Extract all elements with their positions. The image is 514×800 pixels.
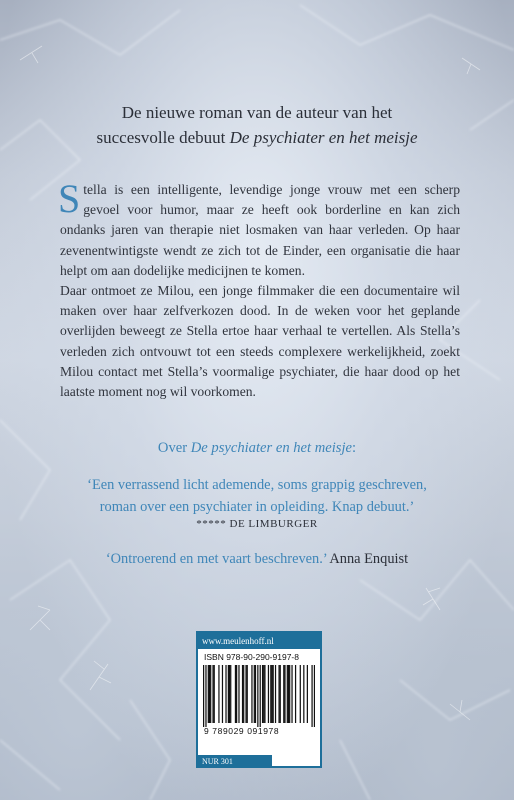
barcode-bar	[218, 665, 219, 723]
barcode-bars	[203, 665, 315, 727]
barcode-bar	[228, 665, 229, 723]
barcode-bar	[212, 665, 213, 723]
barcode-bar	[262, 665, 263, 723]
barcode-bar	[289, 665, 290, 723]
review-quote-1-line-2: roman over een psychiater in opleiding. Knap debuut.’	[99, 499, 415, 515]
review-source-enquist: Anna Enquist	[329, 551, 409, 567]
intro-line-1: De nieuwe roman van de auteur van het	[121, 103, 393, 122]
blurb-text	[58, 176, 460, 402]
barcode-bar	[242, 665, 243, 723]
barcode-bar	[214, 665, 215, 723]
barcode-bar	[268, 665, 269, 723]
barcode-bar	[203, 665, 204, 727]
intro-line-2-prefix: succesvolle debuut	[96, 128, 230, 147]
barcode-bar	[243, 665, 244, 723]
barcode-bar	[257, 665, 258, 727]
barcode-bar	[284, 665, 285, 723]
barcode-bar	[205, 665, 206, 727]
barcode-bar	[283, 665, 284, 723]
barcode-bar	[311, 665, 312, 727]
blurb-paragraph-1	[58, 176, 460, 281]
reviews-heading-prefix: Over	[157, 440, 191, 456]
barcode-bar	[300, 665, 301, 723]
isbn-number: ISBN 978-90-290-9197-8	[204, 652, 299, 662]
blurb-paragraph-2: Daar ontmoet ze Milou, een jonge filmmaker die een documentaire wil maken over haar zelfverkozen dood. In de weken voor het geplande overlijden beweegt ze Stella ertoe haar verhaal te vertellen. Als Stella’s verleden zich ontvouwt tot een steeds complexere werkelijkheid, zoekt Milou contact met Stella’s voormalige psychiater, die haar dood op het laatste moment nog wil voorkomen.	[60, 283, 460, 400]
barcode-bar	[230, 665, 231, 723]
barcode-bar	[263, 665, 264, 723]
barcode-bar	[278, 665, 279, 723]
review-quote-2-text: ‘Ontroerend en met vaart beschreven.’	[105, 551, 327, 567]
intro-line-2	[0, 125, 514, 150]
barcode-bar	[273, 665, 274, 723]
barcode-bar	[236, 665, 237, 723]
review-quote-enquist	[0, 551, 514, 568]
reviews-heading-suffix: :	[352, 440, 357, 456]
barcode-bar	[209, 665, 210, 723]
reviews-heading-title: De psychiater en het meisje	[190, 440, 353, 456]
barcode-bar	[225, 665, 226, 723]
review-source-limburger: DE LIMBURGER	[229, 518, 318, 530]
barcode-bar	[307, 665, 308, 723]
barcode-bar	[295, 665, 296, 723]
barcode-bar	[287, 665, 288, 723]
rating-stars: *****	[196, 518, 227, 530]
barcode-bar	[291, 665, 292, 723]
barcode-bar	[260, 665, 261, 727]
nur-code: NUR 301	[196, 755, 272, 768]
barcode-bar	[264, 665, 265, 723]
reviews-heading	[0, 440, 514, 457]
barcode-digits: 9 789029 091978	[204, 726, 280, 736]
barcode-bar	[235, 665, 236, 723]
barcode-bar	[255, 665, 256, 723]
barcode-bar	[254, 665, 255, 723]
publisher-url: www.meulenhoff.nl	[198, 633, 320, 649]
barcode-bar	[210, 665, 211, 723]
barcode-bar	[303, 665, 304, 723]
barcode-bar	[245, 665, 246, 723]
review-quote-limburger	[0, 474, 514, 518]
barcode-bar	[288, 665, 289, 723]
barcode-bar	[251, 665, 252, 723]
barcode-bar	[270, 665, 271, 723]
barcode-bar	[208, 665, 209, 723]
isbn-barcode-box	[196, 631, 322, 768]
barcode-bar	[280, 665, 281, 723]
barcode-bar	[247, 665, 248, 723]
barcode-bar	[275, 665, 276, 723]
intro-tagline	[0, 100, 514, 150]
barcode-bar	[222, 665, 223, 723]
review-quote-1-line-1: ‘Een verrassend licht ademende, soms grappig geschreven,	[87, 477, 427, 493]
barcode-bar	[271, 665, 272, 723]
barcode-bar	[238, 665, 239, 723]
review-attribution-limburger	[0, 518, 514, 530]
barcode-bar	[314, 665, 315, 727]
drop-cap: S	[58, 176, 81, 221]
blurb-paragraph-1-text: tella is een intelligente, levendige jonge vrouw met een scherp gevoel voor humor, maar ze heeft ook borderline en kan zich ondanks jaren van therapie niet losmaken van haar verleden. Op haar zevenentwintigste wendt ze zich tot de Einder, een organisatie die haar helpt om aan dodelijke medicijnen te komen.	[60, 182, 460, 278]
barcode-bar	[229, 665, 230, 723]
debut-title: De psychiater en het meisje	[229, 128, 418, 147]
